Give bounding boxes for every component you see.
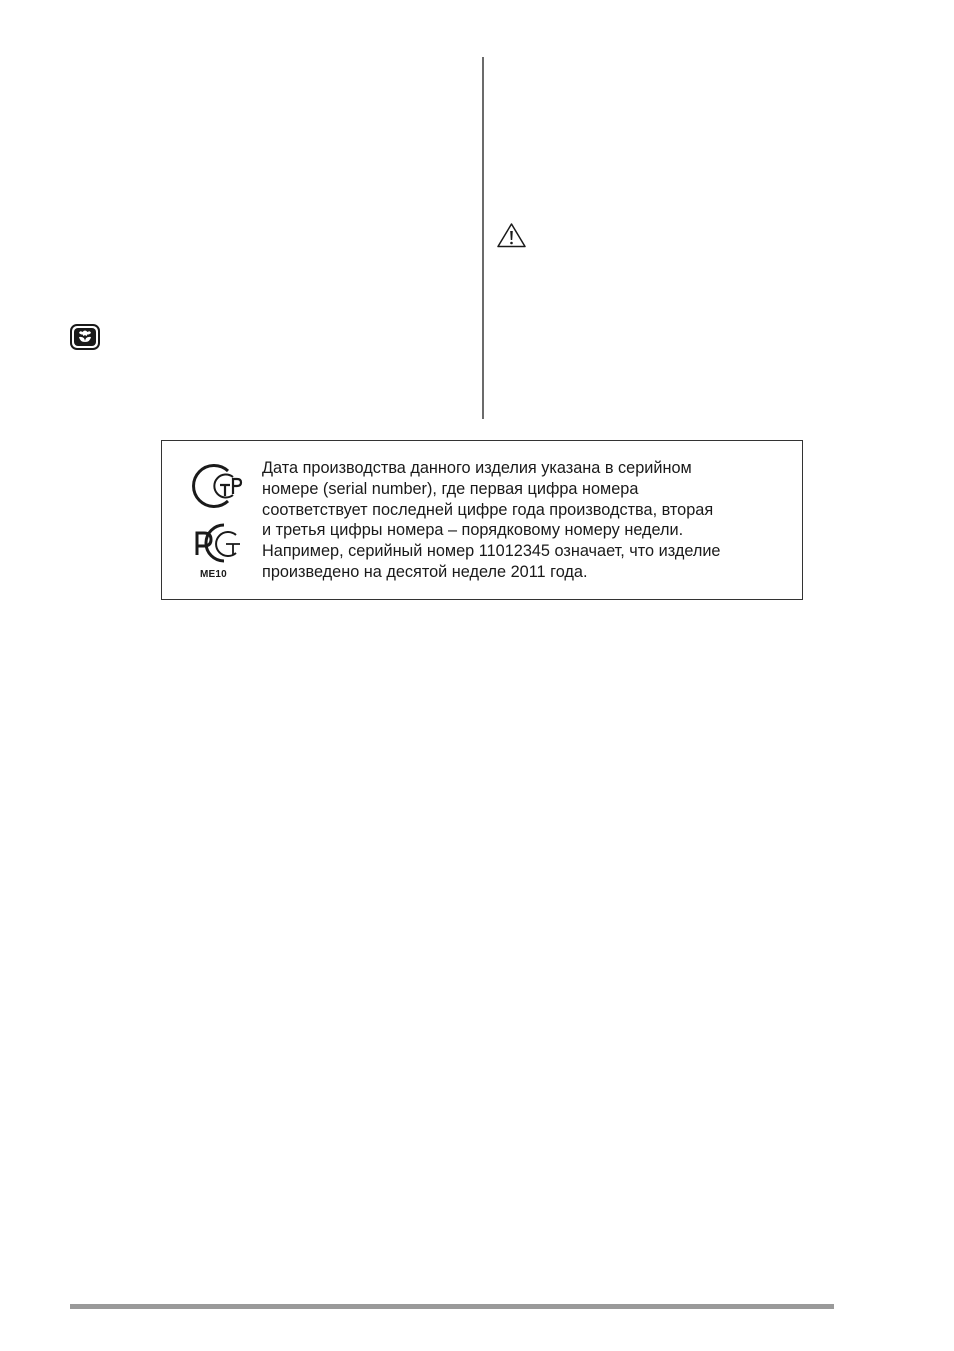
info-line: номере (serial number), где первая цифра номера	[262, 479, 639, 498]
warning-triangle-icon	[496, 222, 527, 248]
info-line: и третья цифры номера – порядковому номеру недели.	[262, 521, 684, 540]
certification-code: ME10	[200, 569, 227, 580]
certification-marks	[184, 457, 248, 585]
manufacturing-date-info-box	[161, 440, 803, 600]
info-line: Например, серийный номер 11012345 означает, что изделие	[262, 542, 721, 561]
column-divider	[482, 57, 484, 419]
info-line: Дата производства данного изделия указана в серийном	[262, 459, 692, 477]
serial-number-explanation	[262, 458, 794, 583]
eac-ctp-certification-mark	[194, 466, 241, 507]
environment-flower-icon	[70, 324, 100, 350]
footer-rule	[70, 1304, 834, 1309]
info-line: соответствует последней цифре года производства, вторая	[262, 500, 714, 519]
rostest-pct-certification-mark	[197, 525, 240, 561]
info-line: произведено на десятой неделе 2011 года.	[262, 562, 588, 581]
